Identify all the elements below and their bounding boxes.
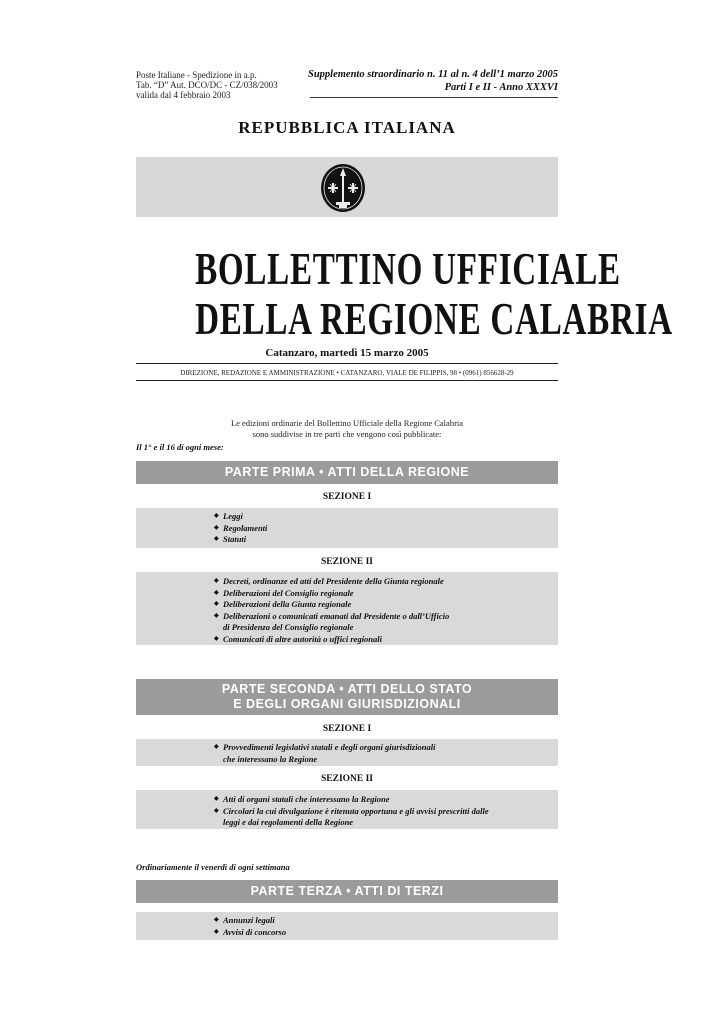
list-item-continuation: che interessano la Regione xyxy=(223,753,318,764)
title-line-2: DELLA REGIONE CALABRIA xyxy=(195,293,673,344)
list-item: ◆ Avvisi di concorso xyxy=(214,927,286,939)
list-item: ◆ Leggi xyxy=(214,511,267,523)
section-title: SEZIONE I xyxy=(322,492,372,502)
parts-line: Parti I e II - Anno XXXVI xyxy=(444,82,558,93)
title-line-1: BOLLETTINO UFFICIALE xyxy=(195,243,621,294)
list-item: ◆ Deliberazioni o comunicati emanati dal Presidente o dall’Ufficio xyxy=(214,611,449,623)
intro-line: Le edizioni ordinarie del Bollettino Ufficiale della Regione Calabria xyxy=(230,418,464,428)
postal-line: Tab. “D” Aut. DCO/DC - CZ/038/2003 xyxy=(136,80,278,90)
section-title: SEZIONE I xyxy=(322,724,372,734)
issue-date: Catanzaro, martedì 15 marzo 2005 xyxy=(265,347,429,359)
list-item: ◆ Comunicati di altre autorità o uffici regionali xyxy=(214,634,449,646)
list-item: ◆ Provvedimenti legislativi statali e degli organi giurisdizionali xyxy=(214,742,436,754)
section-list xyxy=(214,576,449,645)
supplement-info xyxy=(308,68,558,94)
repubblica-heading: REPUBBLICA ITALIANA xyxy=(238,118,456,137)
parte-terza-banner: PARTE TERZA • ATTI DI TERZI xyxy=(136,880,558,903)
banner-line: PARTE SECONDA • ATTI DELLO STATO xyxy=(221,682,473,696)
divider xyxy=(136,363,558,364)
banner-line: E DEGLI ORGANI GIURISDIZIONALI xyxy=(233,697,461,711)
list-item: ◆ Annunzi legali xyxy=(214,915,286,927)
section-box xyxy=(136,912,558,940)
parte-seconda-banner xyxy=(136,679,558,715)
section-list xyxy=(214,794,489,829)
section-title: SEZIONE II xyxy=(320,774,373,784)
divider xyxy=(310,97,558,98)
direzione-address: DIREZIONE, REDAZIONE E AMMINISTRAZIONE • CATANZARO, VIALE DE FILIPPIS, 98 • (0961) 856628-29 xyxy=(180,369,514,377)
section-box xyxy=(136,508,558,548)
bulletin-title xyxy=(195,243,673,344)
list-item: ◆ Atti di organi statali che interessano la Regione xyxy=(214,794,489,806)
list-item: ◆ Deliberazioni del Consiglio regionale xyxy=(214,588,449,600)
section-list xyxy=(214,742,436,765)
divider xyxy=(136,380,558,381)
list-item: ◆ Decreti, ordinanze ed atti del Presidente della Giunta regionale xyxy=(214,576,449,588)
list-item: ◆ Deliberazioni della Giunta regionale xyxy=(214,599,449,611)
list-item-continuation: leggi e dai regolamenti della Regione xyxy=(223,817,354,827)
postal-info xyxy=(136,70,278,100)
supplement-line: Supplemento straordinario n. 11 al n. 4 dell’1 marzo 2005 xyxy=(307,69,558,80)
list-item-continuation: di Presidenza del Consiglio regionale xyxy=(223,622,354,632)
section-list xyxy=(214,511,267,546)
intro-text xyxy=(136,418,558,440)
regione-calabria-emblem-icon xyxy=(319,162,367,214)
section-list xyxy=(214,915,286,938)
postal-line: Poste Italiane - Spedizione in a.p. xyxy=(136,70,257,80)
intro-line: sono suddivise in tre parti che vengono così pubblicate: xyxy=(252,429,442,439)
list-item: ◆ Circolari la cui divulgazione è ritenuta opportuna e gli avvisi prescritti dalle xyxy=(214,806,489,818)
frequency-note: Ordinariamente il venerdì di ogni settimana xyxy=(136,862,290,872)
section-title: SEZIONE II xyxy=(320,557,373,567)
list-item: ◆ Statuti xyxy=(214,534,267,546)
postal-line: valida dal 4 febbraio 2003 xyxy=(136,90,231,100)
parte-prima-banner: PARTE PRIMA • ATTI DELLA REGIONE xyxy=(136,461,558,484)
list-item: ◆ Regolamenti xyxy=(214,523,267,535)
frequency-note: Il 1° e il 16 di ogni mese: xyxy=(136,442,224,452)
